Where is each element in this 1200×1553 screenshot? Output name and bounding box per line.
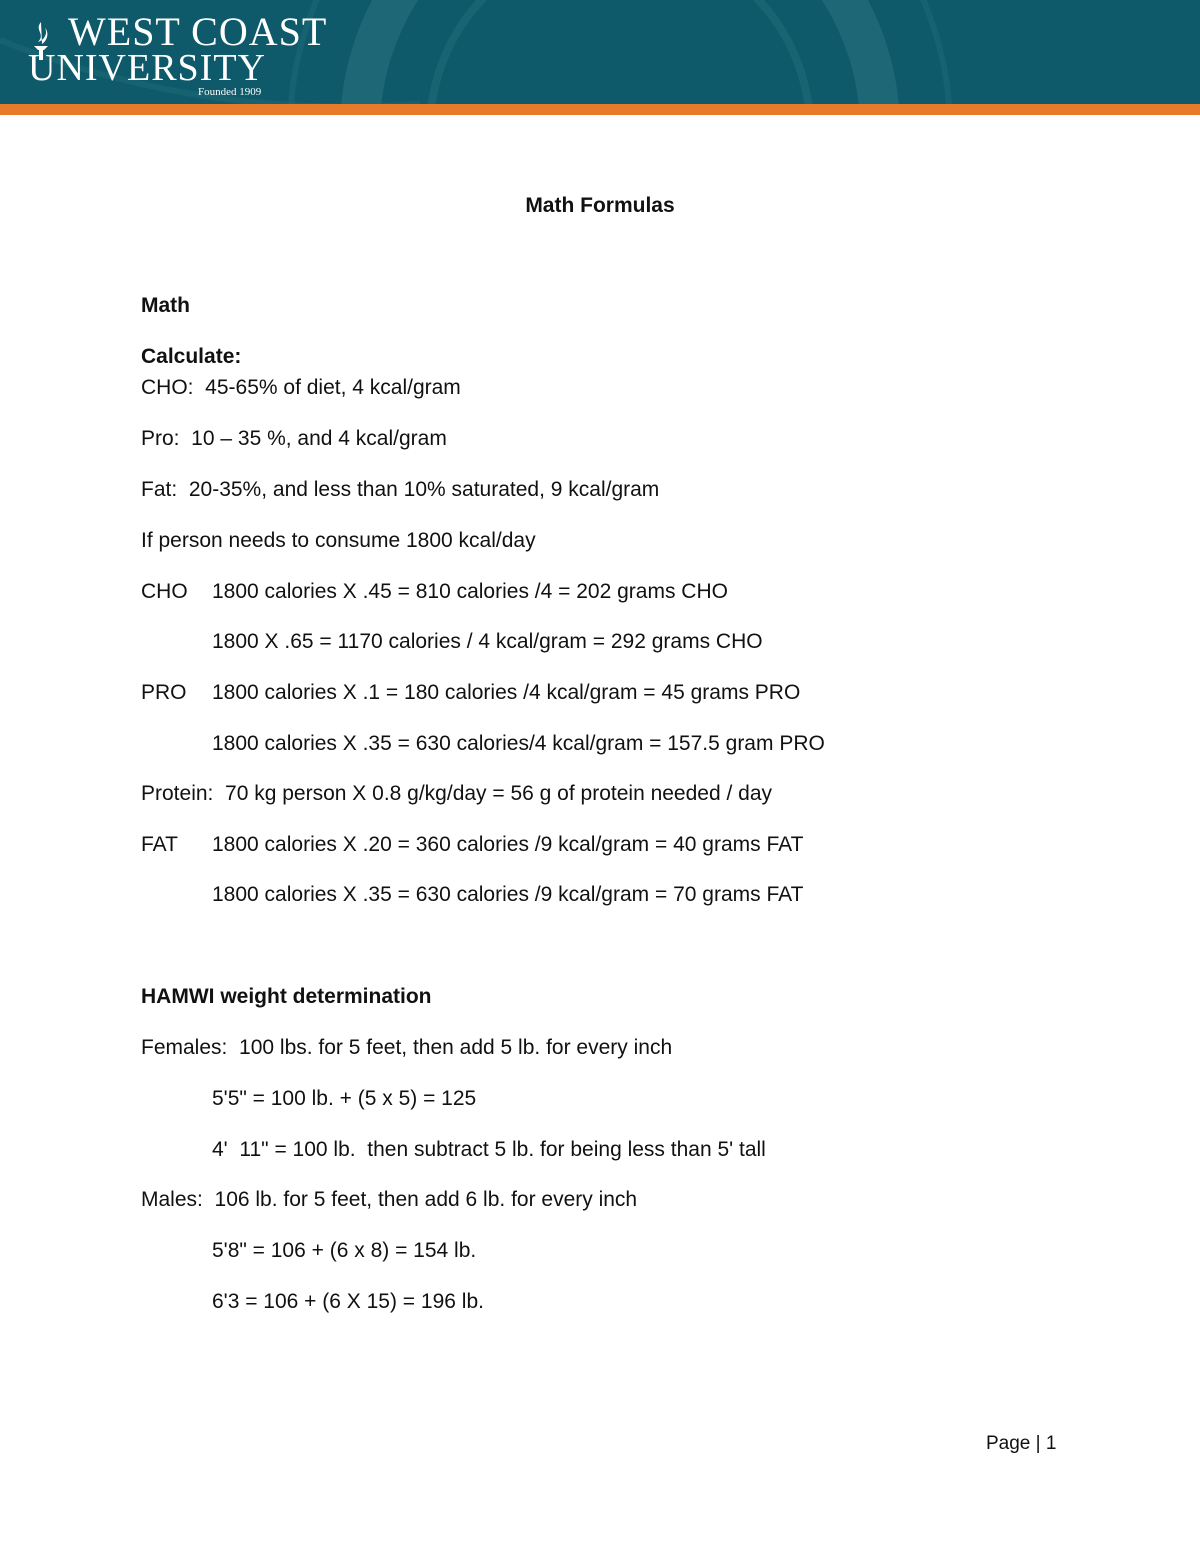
calculate-label: Calculate: xyxy=(141,345,242,368)
cho-calc-2: 1800 X .65 = 1170 calories / 4 kcal/gram = 292 grams CHO xyxy=(212,630,763,653)
header-banner xyxy=(0,0,1200,104)
logo-line-1: WEST COAST xyxy=(68,9,328,54)
fat-row xyxy=(141,833,803,857)
females-example-2: 4' 11" = 100 lb. then subtract 5 lb. for being less than 5' tall xyxy=(212,1138,766,1161)
fat-range: Fat: 20-35%, and less than 10% saturated, 9 kcal/gram xyxy=(141,478,660,501)
page-number: Page | 1 xyxy=(986,1433,1057,1454)
pro-range: Pro: 10 – 35 %, and 4 kcal/gram xyxy=(141,427,447,450)
page-title: Math Formulas xyxy=(525,194,675,217)
males-rule: Males: 106 lb. for 5 feet, then add 6 lb. for every inch xyxy=(141,1188,638,1211)
fat-calc-2: 1800 calories X .35 = 630 calories /9 kcal/gram = 70 grams FAT xyxy=(212,883,804,906)
section-heading-hamwi: HAMWI weight determination xyxy=(141,985,432,1008)
section-heading-math: Math xyxy=(141,294,190,317)
pro-calc-1: 1800 calories X .1 = 180 calories /4 kcal/gram = 45 grams PRO xyxy=(212,681,801,704)
pro-label: PRO xyxy=(141,681,187,704)
pro-row xyxy=(141,681,800,705)
fat-calc-1: 1800 calories X .20 = 360 calories /9 kcal/gram = 40 grams FAT xyxy=(212,833,804,856)
example-intro: If person needs to consume 1800 kcal/day xyxy=(141,529,536,552)
cho-label: CHO xyxy=(141,580,188,603)
females-rule: Females: 100 lbs. for 5 feet, then add 5 lb. for every inch xyxy=(141,1036,673,1059)
logo-founded: Founded 1909 xyxy=(198,86,262,98)
protein-need: Protein: 70 kg person X 0.8 g/kg/day = 56 g of protein needed / day xyxy=(141,782,773,805)
accent-rule xyxy=(0,104,1200,115)
cho-calc-1: 1800 calories X .45 = 810 calories /4 = 202 grams CHO xyxy=(212,580,728,603)
males-example-2: 6'3 = 106 + (6 X 15) = 196 lb. xyxy=(212,1290,484,1313)
females-example-1: 5'5" = 100 lb. + (5 x 5) = 125 xyxy=(212,1087,477,1110)
cho-row xyxy=(141,580,728,604)
males-example-1: 5'8" = 106 + (6 x 8) = 154 lb. xyxy=(212,1239,477,1262)
pro-calc-2: 1800 calories X .35 = 630 calories/4 kcal/gram = 157.5 gram PRO xyxy=(212,732,825,755)
logo-line-2: UNIVERSITY xyxy=(28,47,266,89)
cho-range: CHO: 45-65% of diet, 4 kcal/gram xyxy=(141,376,461,399)
fat-label: FAT xyxy=(141,833,178,856)
